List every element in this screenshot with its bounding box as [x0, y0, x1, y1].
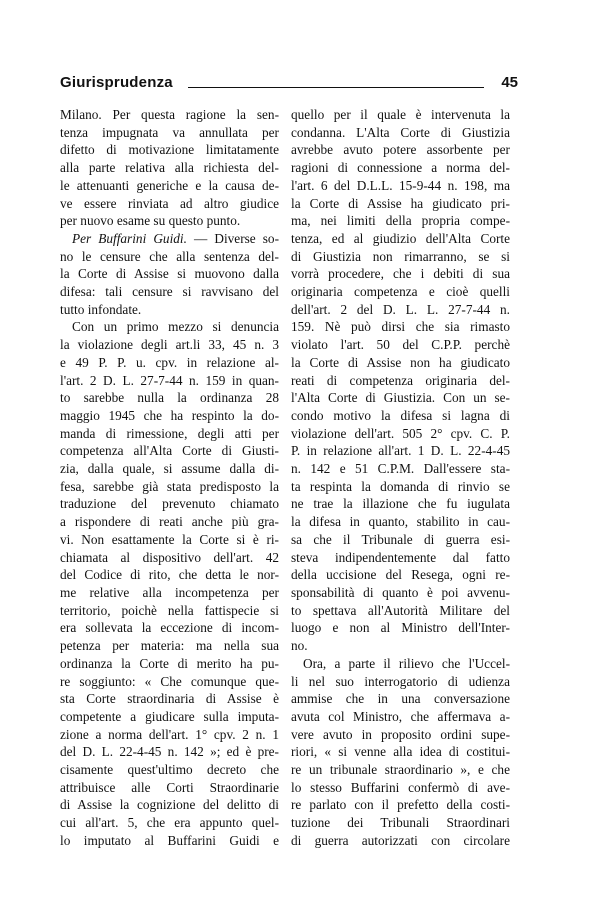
text-line: l'Alta Corte di Giustizia. Con un se-: [291, 390, 510, 406]
text-line: del Codice di rito, che detta le nor-: [60, 567, 279, 583]
text-line: la Corte di Assise ha giudicato pri-: [291, 195, 510, 211]
text-line: re parlato con il prefetto della costi-: [291, 797, 510, 813]
text-line: cisamente quest'ultimo decreto che: [60, 762, 279, 778]
text-line: to spettava all'Autorità Militare del: [291, 602, 510, 618]
text-line: ordinanza la Corte di merito ha pu-: [60, 655, 279, 671]
text-line: a rispondere di reati anche più gra-: [60, 514, 279, 530]
text-line: della uccisione del Resega, ogni re-: [291, 567, 510, 583]
text-line: competenza all'Alta Corte di Giusti-: [60, 443, 279, 459]
text-line: avuta col Ministro, che affermava a-: [291, 708, 510, 724]
text-line: 159. Nè può dirsi che sia rimasto: [291, 319, 510, 335]
text-line: difetto di motivazione limitatamente: [60, 142, 279, 158]
text-line: fesa, sarebbe già stata predisposto la: [60, 478, 279, 494]
text-line: ne trae la illazione che fu iugulata: [291, 496, 510, 512]
text-line: cui all'art. 5, che era appunto quel-: [60, 815, 279, 831]
text-line: sa che il Tribunale di guerra esi-: [291, 531, 510, 547]
text-line: dell'art. 2 del D. L. L. 27-7-44 n.: [291, 301, 510, 317]
text-line: avrebbe avuto potere assorbente per: [291, 142, 510, 158]
text-line: territorio, poichè nella fattispecie si: [60, 602, 279, 618]
text-line: attribuisce alle Corti Straordinarie: [60, 779, 279, 795]
text-line: la difesa in quanto, stabilito in cau-: [291, 514, 510, 530]
left-column: [60, 106, 279, 850]
text-line: quello per il quale è intervenuta la: [291, 107, 510, 122]
text-line: manda di rimessione, degli atti per: [60, 425, 279, 441]
text-line: no le censure che alla sentenza del-: [60, 248, 279, 264]
text-line: di Giustizia non rimarranno, se si: [291, 248, 510, 264]
text-line: condanna. L'Alta Corte di Giustizia: [291, 124, 510, 140]
text-line: per nuovo esame su questo punto.: [60, 213, 241, 229]
text-line: lo stesso Buffarini confermò di ave-: [291, 779, 510, 795]
text-line: maggio 1945 che ha respinto la do-: [60, 407, 279, 423]
text-line: ma, nei limiti della propria compe-: [291, 213, 510, 229]
text-line: di Assise la cognizione del delitto di: [60, 797, 279, 813]
text-line: zia, dalla quale, si assume dalla di-: [60, 461, 279, 477]
text-line: la Corte di Assise non ha giudicato: [291, 354, 510, 370]
text-line: ve essere rinviata ad altro giudice: [60, 195, 279, 211]
text-line: Ora, a parte il rilievo che l'Uccel-: [303, 655, 510, 671]
text-line: zione a norma dell'art. 1° cpv. 2 n. 1: [60, 726, 279, 742]
text-line: ammise che in una conversazione: [291, 691, 510, 707]
text-line: reati di competenza originaria del-: [291, 372, 510, 388]
text-line: ta respinta la domanda di rinvio se: [291, 478, 510, 494]
text-line: sponsabilità di quanto è poi avvenu-: [291, 584, 510, 600]
text-fragment: — Diverse so-: [194, 230, 279, 246]
text-line: Milano. Per questa ragione la sen-: [60, 107, 279, 122]
text-line: difesa: tali censure si ravvisano del: [60, 284, 279, 300]
text-line: la Corte di Assise si muovono dalla: [60, 266, 279, 282]
text-line: re un tribunale straordinario », e che: [291, 762, 510, 778]
text-line: re soggiunto: « Che comunque que-: [60, 673, 279, 689]
text-line: tenza impugnata va annullata per: [60, 124, 279, 140]
text-line: n. 142 e 51 C.P.M. Dall'essere sta-: [291, 461, 510, 477]
text-line: condo motivo la difesa si lagna di: [291, 407, 510, 423]
text-line: Con un primo mezzo si denuncia: [72, 319, 279, 335]
text-line: e 49 P. P. u. cpv. in relazione al-: [60, 354, 279, 370]
text-line: ragioni di connessione a norma del-: [291, 160, 510, 176]
right-column: [291, 106, 510, 850]
text-line: vorrà procedere, che i debiti di sua: [291, 266, 510, 282]
text-line: violazione dell'art. 505 2° cpv. C. P.: [291, 425, 510, 441]
text-line: chiamata al dispositivo dell'art. 42: [60, 549, 279, 565]
text-line: la violazione degli art.li 33, 45 n. 3: [60, 337, 279, 353]
running-header: [60, 74, 518, 100]
text-line: alla parte relativa alla richiesta del-: [60, 160, 279, 176]
text-line: originaria competenza e cioè quelli: [291, 284, 510, 300]
text-line: li nel suo interrogatorio di udienza: [291, 673, 510, 689]
text-line: tuzione dei Tribunali Straordinari: [291, 815, 510, 831]
text-line: competente a giudicare sulla imputa-: [60, 708, 279, 724]
text-line: l'art. 6 del D.L.L. 15-9-44 n. 198, ma: [291, 177, 510, 193]
text-line: tenza, ed al giudizio dell'Alta Corte: [291, 230, 510, 246]
text-line: luogo e non al Ministro dell'Inter-: [291, 620, 510, 636]
paragraph-heading-line: [60, 230, 279, 248]
text-line: l'art. 2 D. L. 27-7-44 n. 159 in quan-: [60, 372, 279, 388]
text-line: no.: [291, 638, 308, 654]
text-line: le attenuanti generiche e la causa de-: [60, 177, 279, 193]
page-number: 45: [501, 74, 518, 91]
text-line: vi. Non esattamente la Corte si è ri-: [60, 531, 279, 547]
text-line: steva indipendentemente dal fatto: [291, 549, 510, 565]
text-line: P. in relazione all'art. 1 D. L. 22-4-45: [291, 443, 510, 459]
text-line: del D. L. 22-4-45 n. 142 »; ed è pre-: [60, 744, 279, 760]
text-line: to sarebbe nulla la ordinanza 28: [60, 390, 279, 406]
header-rule: [188, 87, 484, 88]
text-line: petenza per materia: ma nella sua: [60, 638, 279, 654]
text-line: sta Corte straordinaria di Assise è: [60, 691, 279, 707]
text-line: vere avuto in proposito ordini supe-: [291, 726, 510, 742]
text-line: me relative alla incompetenza per: [60, 584, 279, 600]
text-line: di guerra autorizzati con circolare: [291, 832, 510, 848]
text-line: tutto infondate.: [60, 301, 142, 317]
text-line: violato l'art. 50 del C.P.P. perchè: [291, 337, 510, 353]
text-line: traduzione del prevenuto chiamato: [60, 496, 279, 512]
text-line: lo imputato al Buffarini Guidi e: [60, 832, 279, 848]
section-title: Giurisprudenza: [60, 74, 173, 91]
text-line: era sollevata la eccezione di incom-: [60, 620, 279, 636]
paragraph-heading: Per Buffarini Guidi.: [72, 230, 187, 246]
text-line: riori, « si venne alla idea di costitui-: [291, 744, 510, 760]
